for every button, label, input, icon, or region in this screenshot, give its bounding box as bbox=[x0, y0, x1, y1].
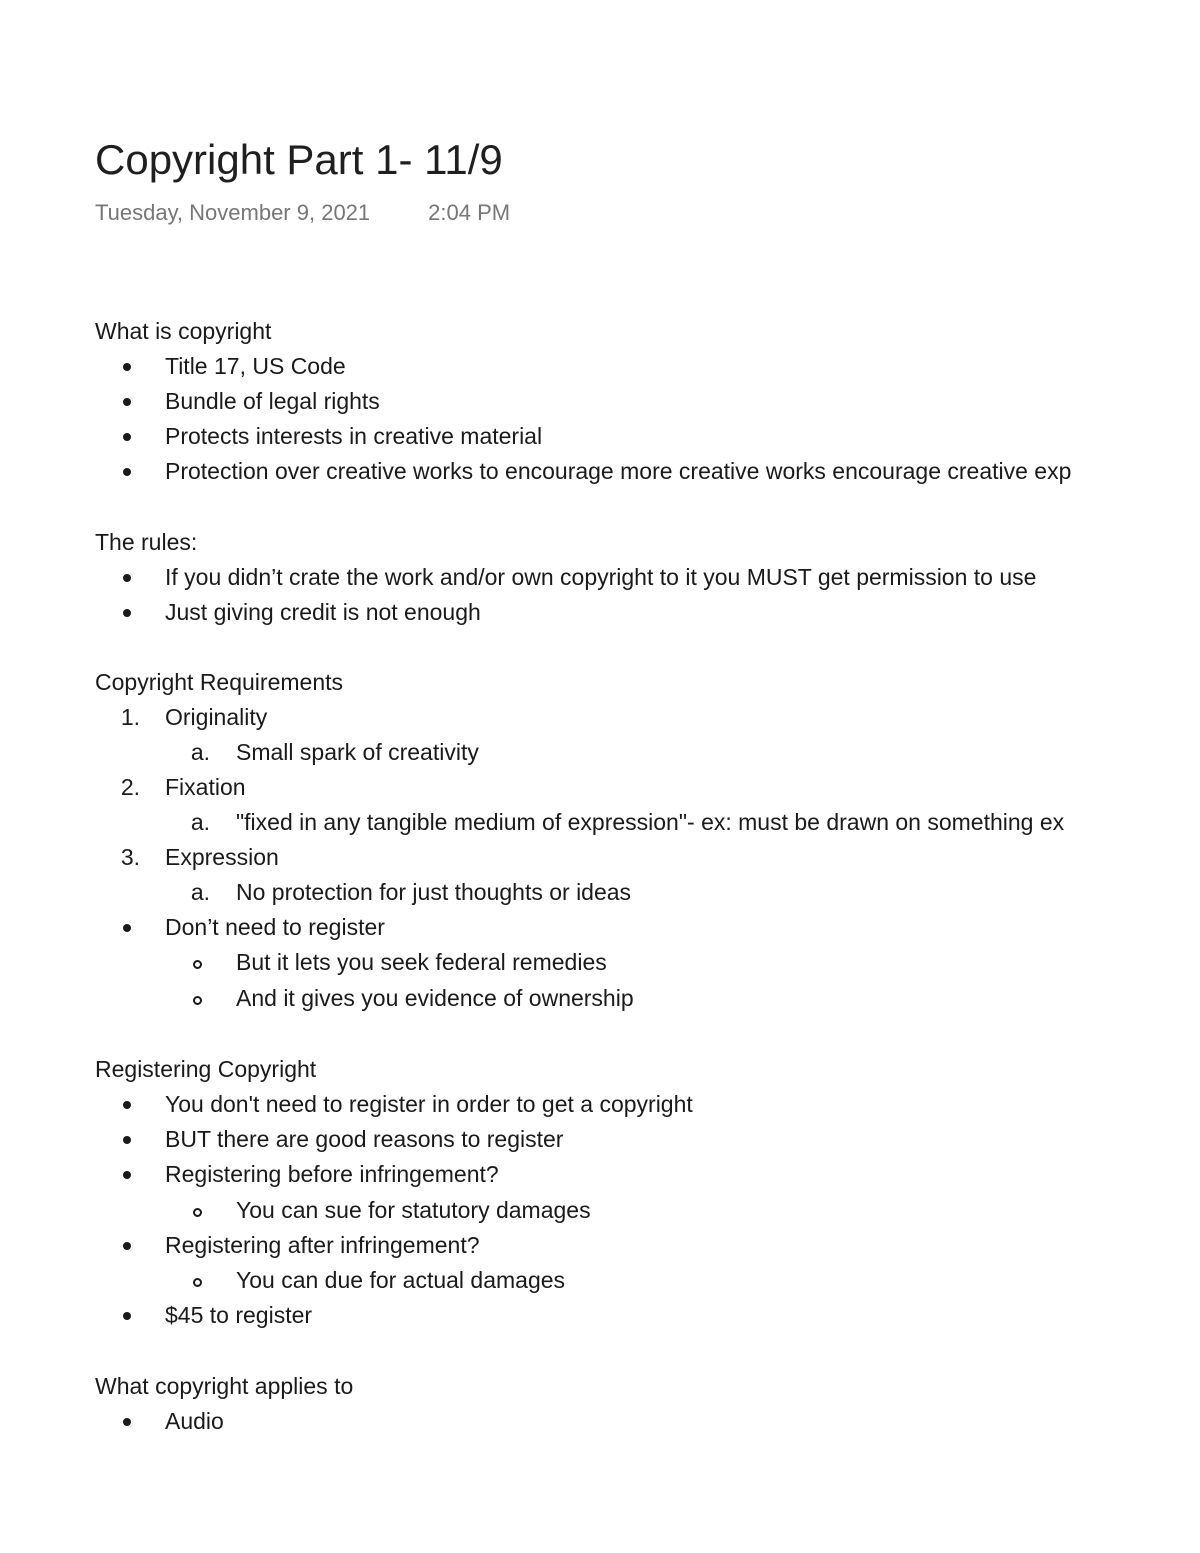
section-heading: Registering Copyright bbox=[95, 1056, 317, 1082]
list-number: 1. bbox=[120, 704, 140, 730]
hollow-bullet-icon bbox=[193, 1208, 202, 1217]
list-item-text: You can sue for statutory damages bbox=[236, 1197, 591, 1223]
list-item bbox=[0, 1228, 1200, 1263]
section-heading: What copyright applies to bbox=[95, 1373, 354, 1399]
list-item bbox=[0, 595, 1200, 630]
list-item bbox=[0, 454, 1200, 489]
list-item bbox=[0, 1404, 1200, 1439]
list-item-text: BUT there are good reasons to register bbox=[165, 1126, 564, 1152]
note-timestamp bbox=[95, 198, 510, 228]
lettered-item bbox=[0, 875, 1200, 910]
section-heading: The rules: bbox=[95, 529, 198, 555]
list-item bbox=[0, 349, 1200, 384]
numbered-item bbox=[0, 700, 1200, 735]
list-number: 3. bbox=[120, 844, 140, 870]
list-item-text: Small spark of creativity bbox=[236, 739, 479, 765]
list-item-text: You can due for actual damages bbox=[236, 1267, 566, 1293]
sub-list-item bbox=[0, 1193, 1200, 1228]
note-date: Tuesday, November 9, 2021 bbox=[95, 200, 371, 225]
hollow-bullet-icon bbox=[193, 996, 202, 1005]
lettered-item bbox=[0, 735, 1200, 770]
list-item bbox=[0, 1157, 1200, 1192]
list-item bbox=[0, 1087, 1200, 1122]
sub-list-item bbox=[0, 981, 1200, 1016]
list-item-text: Title 17, US Code bbox=[165, 353, 346, 379]
list-letter: a. bbox=[190, 809, 210, 835]
list-item-text: Expression bbox=[165, 844, 279, 870]
bullet-icon bbox=[123, 433, 131, 441]
list-item-text: "fixed in any tangible medium of expression"- ex: must be drawn on something ex bbox=[236, 809, 1065, 835]
bullet-icon bbox=[123, 1171, 131, 1179]
list-item-text: Protects interests in creative material bbox=[165, 423, 543, 449]
list-letter: a. bbox=[190, 879, 210, 905]
list-item-text: But it lets you seek federal remedies bbox=[236, 949, 607, 975]
bullet-icon bbox=[123, 574, 131, 582]
list-item bbox=[0, 560, 1200, 595]
list-item-text: If you didn’t crate the work and/or own copyright to it you MUST get permission to use bbox=[165, 564, 1037, 590]
bullet-icon bbox=[123, 1101, 131, 1109]
bullet-icon bbox=[123, 609, 131, 617]
lettered-item bbox=[0, 805, 1200, 840]
bullet-icon bbox=[123, 1242, 131, 1250]
bullet-icon bbox=[123, 468, 131, 476]
bullet-icon bbox=[123, 363, 131, 371]
list-item bbox=[0, 1122, 1200, 1157]
sub-list-item bbox=[0, 945, 1200, 980]
list-item-text: Don’t need to register bbox=[165, 914, 385, 940]
bullet-icon bbox=[123, 924, 131, 932]
list-item-text: No protection for just thoughts or ideas bbox=[236, 879, 632, 905]
list-item-text: Fixation bbox=[165, 774, 246, 800]
list-item-text: Audio bbox=[165, 1408, 224, 1434]
list-item-text: Originality bbox=[165, 704, 268, 730]
list-item-text: Just giving credit is not enough bbox=[165, 599, 481, 625]
list-item-text: Protection over creative works to encourage more creative works encourage creative exp bbox=[165, 458, 1072, 484]
hollow-bullet-icon bbox=[193, 1278, 202, 1287]
page-title: Copyright Part 1- 11/9 bbox=[95, 136, 503, 183]
list-item bbox=[0, 419, 1200, 454]
list-item-text: $45 to register bbox=[165, 1302, 313, 1328]
list-number: 2. bbox=[120, 774, 140, 800]
note-time: 2:04 PM bbox=[428, 200, 511, 225]
list-item-text: And it gives you evidence of ownership bbox=[236, 985, 634, 1011]
list-item bbox=[0, 910, 1200, 945]
bullet-icon bbox=[123, 1312, 131, 1320]
list-item bbox=[0, 1298, 1200, 1333]
numbered-item bbox=[0, 840, 1200, 875]
list-item-text: Registering after infringement? bbox=[165, 1232, 480, 1258]
list-item-text: Bundle of legal rights bbox=[165, 388, 380, 414]
sub-list-item bbox=[0, 1263, 1200, 1298]
numbered-item bbox=[0, 770, 1200, 805]
bullet-icon bbox=[123, 398, 131, 406]
list-item bbox=[0, 384, 1200, 419]
list-item-text: You don't need to register in order to get a copyright bbox=[165, 1091, 693, 1117]
bullet-icon bbox=[123, 1418, 131, 1426]
list-item-text: Registering before infringement? bbox=[165, 1161, 499, 1187]
list-letter: a. bbox=[190, 739, 210, 765]
section-heading: Copyright Requirements bbox=[95, 669, 344, 695]
hollow-bullet-icon bbox=[193, 960, 202, 969]
bullet-icon bbox=[123, 1136, 131, 1144]
section-heading: What is copyright bbox=[95, 318, 272, 344]
